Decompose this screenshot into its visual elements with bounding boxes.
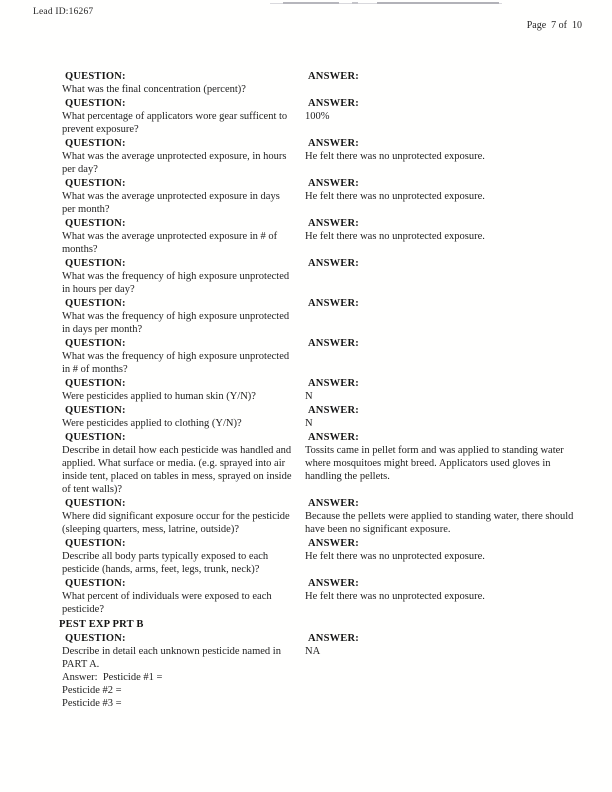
question-label: QUESTION: bbox=[65, 498, 126, 509]
question-label: QUESTION: bbox=[65, 633, 126, 644]
question-text: What percentage of applicators wore gear sufficent to prevent exposure? bbox=[62, 111, 288, 135]
answer-column bbox=[305, 297, 586, 310]
answer-label: ANSWER: bbox=[308, 432, 359, 443]
qa-block bbox=[62, 497, 586, 536]
question-text: What was the average unprotected exposure, in hours per day? bbox=[62, 151, 287, 175]
question-text: Were pesticides applied to human skin (Y/N)? bbox=[62, 391, 256, 402]
question-column bbox=[62, 497, 305, 536]
answer-label: ANSWER: bbox=[308, 378, 359, 389]
question-column bbox=[62, 404, 305, 430]
question-subline: Answer: Pesticide #1 = bbox=[62, 672, 163, 683]
question-label: QUESTION: bbox=[65, 178, 126, 189]
question-label: QUESTION: bbox=[65, 71, 126, 82]
question-text: What was the frequency of high exposure unprotected in # of months? bbox=[62, 351, 290, 375]
question-label: QUESTION: bbox=[65, 258, 126, 269]
answer-text: He felt there was no unprotected exposure. bbox=[305, 151, 485, 162]
qa-block bbox=[62, 404, 586, 430]
qa-block bbox=[62, 537, 586, 576]
answer-text: He felt there was no unprotected exposure. bbox=[305, 191, 485, 202]
scan-artifact-line bbox=[283, 2, 339, 4]
answer-label: ANSWER: bbox=[308, 298, 359, 309]
question-column bbox=[62, 577, 305, 616]
qa-block bbox=[62, 632, 586, 710]
question-text: Were pesticides applied to clothing (Y/N)? bbox=[62, 418, 242, 429]
answer-column bbox=[305, 431, 586, 483]
question-text: What was the average unprotected exposure in # of months? bbox=[62, 231, 278, 255]
question-text: Where did significant exposure occur for the pesticide (sleeping quarters, mess, latrine, outside)? bbox=[62, 511, 290, 535]
scan-artifact-line bbox=[270, 3, 502, 4]
question-label: QUESTION: bbox=[65, 378, 126, 389]
question-column bbox=[62, 337, 305, 376]
qa-block bbox=[62, 97, 586, 136]
qa-block bbox=[62, 577, 586, 616]
question-subline: Pesticide #2 = bbox=[62, 685, 122, 696]
question-column bbox=[62, 217, 305, 256]
qa-block bbox=[62, 257, 586, 296]
answer-text: He felt there was no unprotected exposure. bbox=[305, 231, 485, 242]
scan-artifact-line bbox=[352, 2, 358, 4]
answer-label: ANSWER: bbox=[308, 498, 359, 509]
qa-block bbox=[62, 137, 586, 176]
qa-block bbox=[62, 377, 586, 403]
answer-column bbox=[305, 577, 586, 603]
answer-column bbox=[305, 137, 586, 163]
question-label: QUESTION: bbox=[65, 405, 126, 416]
page-number: Page 7 of 10 bbox=[526, 20, 582, 31]
lead-id: Lead ID:16267 bbox=[33, 7, 94, 17]
answer-column bbox=[305, 537, 586, 563]
qa-block bbox=[62, 70, 586, 96]
qa-block bbox=[62, 337, 586, 376]
question-column bbox=[62, 97, 305, 136]
answer-text: N bbox=[305, 418, 313, 429]
answer-text: He felt there was no unprotected exposure. bbox=[305, 551, 485, 562]
question-label: QUESTION: bbox=[65, 338, 126, 349]
qa-content bbox=[59, 70, 586, 711]
answer-label: ANSWER: bbox=[308, 178, 359, 189]
question-text: Describe in detail how each pesticide was handled and applied. What surface or media. (e.g. sprayed into air inside tent, placed on tables in mess, sprayed on inside of tent walls)? bbox=[62, 445, 292, 495]
question-text: What was the frequency of high exposure unprotected in days per month? bbox=[62, 311, 290, 335]
answer-text: He felt there was no unprotected exposure. bbox=[305, 591, 485, 602]
question-text: What was the final concentration (percent)? bbox=[62, 84, 246, 95]
answer-column bbox=[305, 632, 586, 658]
answer-column bbox=[305, 177, 586, 203]
answer-column bbox=[305, 497, 586, 536]
qa-block bbox=[62, 431, 586, 496]
question-text: What was the average unprotected exposure in days per month? bbox=[62, 191, 280, 215]
answer-label: ANSWER: bbox=[308, 98, 359, 109]
question-label: QUESTION: bbox=[65, 432, 126, 443]
answer-column bbox=[305, 377, 586, 403]
question-column bbox=[62, 257, 305, 296]
question-column bbox=[62, 177, 305, 216]
answer-label: ANSWER: bbox=[308, 578, 359, 589]
answer-label: ANSWER: bbox=[308, 218, 359, 229]
answer-column bbox=[305, 70, 586, 83]
question-text: What was the frequency of high exposure unprotected in hours per day? bbox=[62, 271, 290, 295]
question-subline: Pesticide #3 = bbox=[62, 698, 122, 709]
answer-text: 100% bbox=[305, 111, 330, 122]
question-column bbox=[62, 297, 305, 336]
question-label: QUESTION: bbox=[65, 578, 126, 589]
answer-column bbox=[305, 257, 586, 270]
answer-label: ANSWER: bbox=[308, 258, 359, 269]
answer-text: Tossits came in pellet form and was applied to standing water where mosquitoes might breed. Applicators used gloves in handling the pellets. bbox=[305, 445, 564, 482]
question-text: Describe all body parts typically exposed to each pesticide (hands, arms, feet, legs, trunk, neck)? bbox=[62, 551, 269, 575]
answer-label: ANSWER: bbox=[308, 71, 359, 82]
question-column bbox=[62, 537, 305, 576]
question-column bbox=[62, 70, 305, 96]
answer-column bbox=[305, 404, 586, 430]
question-text: What percent of individuals were exposed to each pesticide? bbox=[62, 591, 272, 615]
question-text: Describe in detail each unknown pesticide named in PART A. bbox=[62, 646, 281, 670]
question-column bbox=[62, 632, 305, 710]
qa-block bbox=[62, 297, 586, 336]
scan-artifact-line bbox=[377, 2, 499, 4]
question-label: QUESTION: bbox=[65, 538, 126, 549]
answer-text: Because the pellets were applied to standing water, there should have been no significant exposure. bbox=[305, 511, 574, 535]
answer-text: NA bbox=[305, 646, 321, 657]
question-column bbox=[62, 137, 305, 176]
answer-column bbox=[305, 97, 586, 123]
answer-text: N bbox=[305, 391, 313, 402]
qa-block bbox=[62, 217, 586, 256]
question-label: QUESTION: bbox=[65, 298, 126, 309]
question-label: QUESTION: bbox=[65, 218, 126, 229]
answer-label: ANSWER: bbox=[308, 405, 359, 416]
qa-block bbox=[62, 177, 586, 216]
answer-column bbox=[305, 337, 586, 350]
answer-label: ANSWER: bbox=[308, 138, 359, 149]
question-column bbox=[62, 431, 305, 496]
question-column bbox=[62, 377, 305, 403]
answer-label: ANSWER: bbox=[308, 633, 359, 644]
section-heading: PEST EXP PRT B bbox=[59, 619, 144, 630]
answer-label: ANSWER: bbox=[308, 538, 359, 549]
answer-column bbox=[305, 217, 586, 243]
question-label: QUESTION: bbox=[65, 98, 126, 109]
question-label: QUESTION: bbox=[65, 138, 126, 149]
answer-label: ANSWER: bbox=[308, 338, 359, 349]
